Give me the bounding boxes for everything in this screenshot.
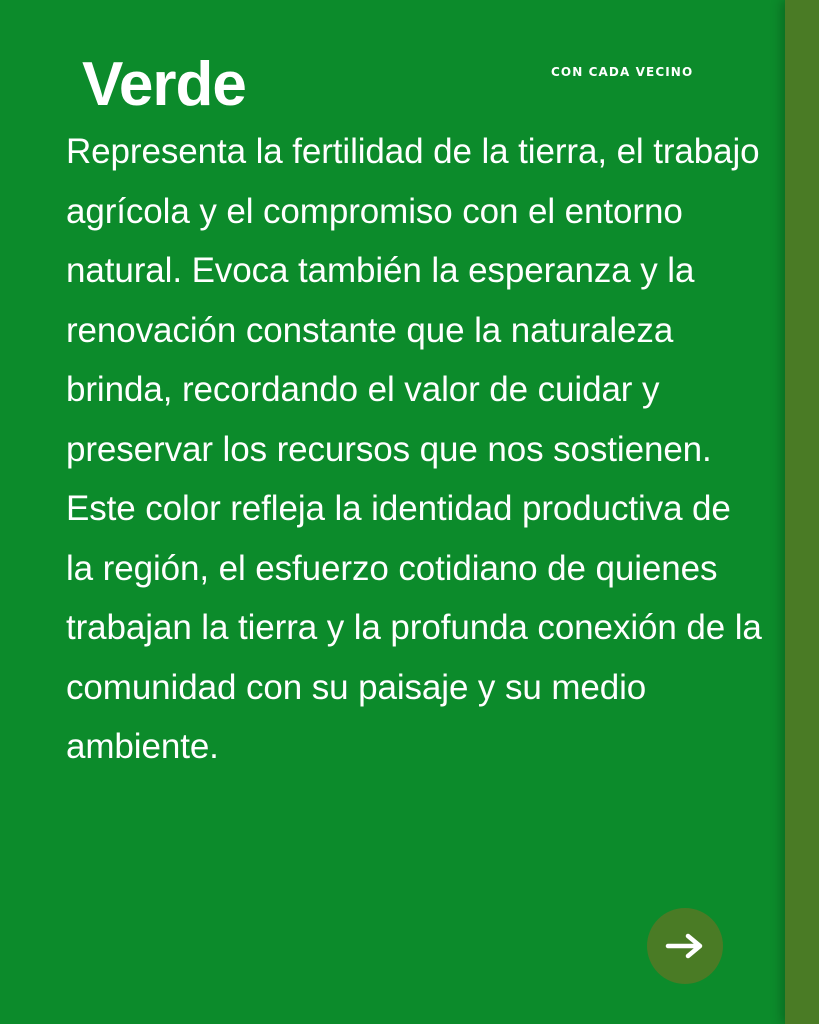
tagline: CON CADA VECINO bbox=[551, 65, 694, 79]
page-title: Verde bbox=[82, 50, 246, 119]
arrow-right-icon bbox=[665, 932, 705, 960]
side-stripe bbox=[785, 0, 819, 1024]
description-text: Representa la fertilidad de la tierra, el trabajo agrícola y el compromiso con el entorno natural. Evoca también la esperanza y la renovación constante que la naturaleza brinda, recordando el valor de cuidar y preservar los recursos que nos sostienen. Este color refleja la identidad productiva de la región, el esfuerzo cotidiano de quienes trabajan la tierra y la profunda conexión de la comunidad con su paisaje y su medio ambiente. bbox=[66, 132, 762, 766]
next-button[interactable] bbox=[647, 908, 723, 984]
